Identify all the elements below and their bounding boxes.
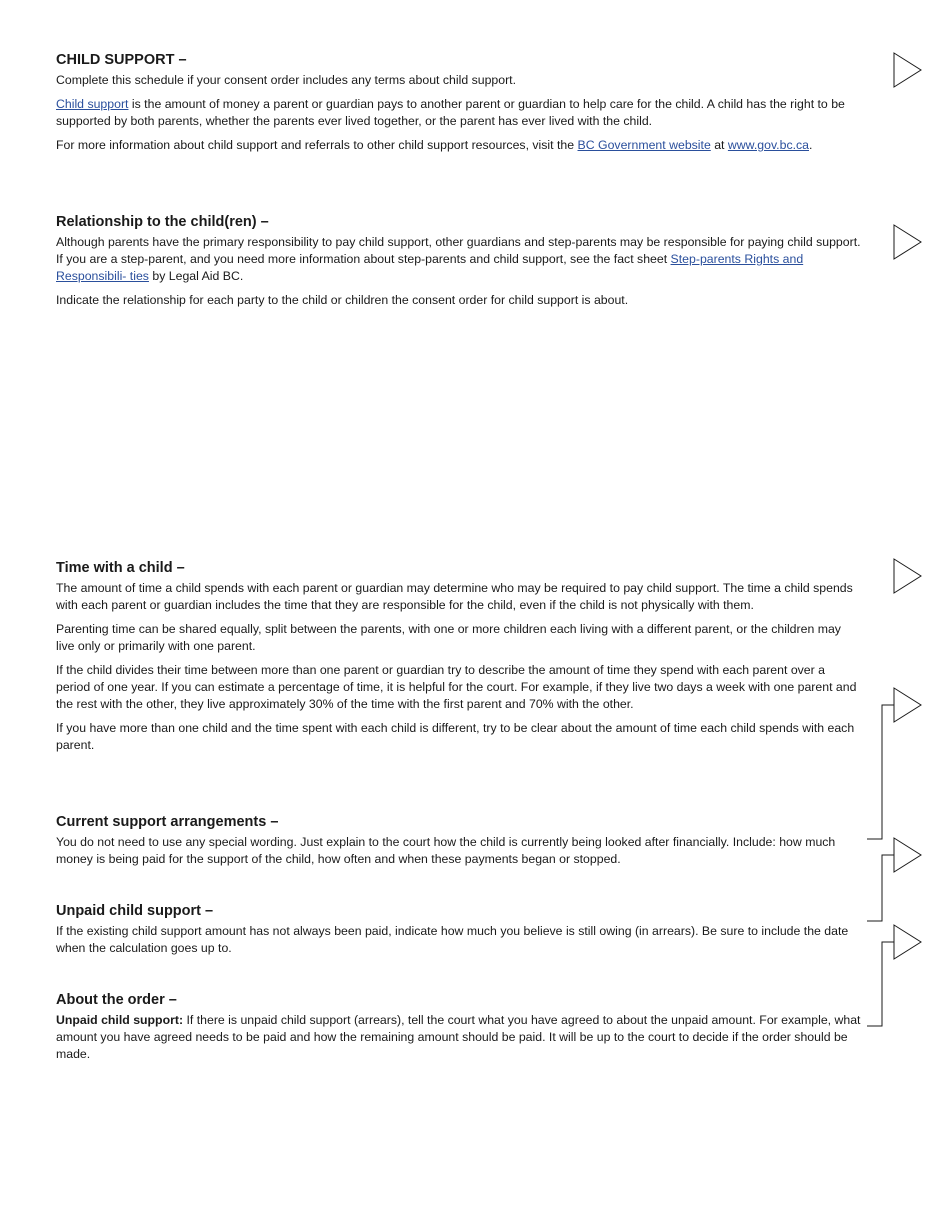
child-support-link[interactable]: Child support (56, 97, 129, 111)
bc-government-website-link[interactable]: BC Government website (577, 138, 711, 152)
time-paragraph-1: The amount of time a child spends with each parent or guardian may determine who may be required to pay child support. The time a child spends with each parent or guardian includes the time that they are responsible for the child, even if the child is not physically with them. (56, 581, 853, 612)
bracket-connector (866, 941, 896, 1031)
current-support-paragraph: You do not need to use any special wording. Just explain to the court how the child is currently being looked after financially. Include: how much money is being paid for the support of the child, how often and when these payments began or stopped. (56, 835, 836, 866)
child-support-definition (56, 96, 862, 130)
about-order-paragraph (56, 1012, 862, 1063)
relationship-section (56, 214, 862, 316)
triangle-flag-icon (893, 837, 923, 873)
triangle-flag-icon (893, 924, 923, 960)
child-support-section (56, 52, 862, 161)
time-paragraph-4: If you have more than one child and the time spent with each child is different, try to be clear about the amount of time each child spends with each parent. (56, 721, 855, 752)
relationship-paragraph-1-text: Although parents have the primary responsibility to pay child support, other guardians and step-parents may be responsible for paying child support. If you are a step-parent, and you need more information about step-parents and child support, see the fact sheet (56, 235, 861, 266)
child-support-heading: CHILD SUPPORT – (56, 52, 187, 68)
relationship-heading: Relationship to the child(ren) – (56, 214, 269, 230)
time-with-child-heading: Time with a child – (56, 560, 185, 576)
time-with-child-section (56, 560, 862, 761)
unpaid-support-heading: Unpaid child support – (56, 903, 214, 919)
relationship-paragraph-1 (56, 234, 862, 285)
current-support-heading: Current support arrangements – (56, 814, 279, 830)
child-support-info-at: at (710, 138, 728, 152)
unpaid-support-paragraph: If the existing child support amount has not always been paid, indicate how much you believe is still owing (in arrears). Be sure to include the date when the calculation goes up to. (56, 924, 849, 955)
about-order-section (56, 992, 862, 1070)
about-order-text: If there is unpaid child support (arrears), tell the court what you have agreed to about the unpaid amount. For example, what amount you have agreed needs to be paid and how the remaining amount should be paid. It will be up to the court to decide if the order should be made. (56, 1013, 861, 1061)
child-support-info (56, 137, 862, 154)
bracket-connector (866, 854, 896, 926)
gov-bc-ca-link[interactable]: www.gov.bc.ca (727, 138, 809, 152)
child-support-definition-text: is the amount of money a parent or guardian pays to another parent or guardian to help care for the child. A child has the right to be supported by both parents, whether the parents ever lived together, or the parent has ever lived with the child. (56, 97, 845, 128)
step-parents-rights-link[interactable]: Step-parents Rights and Responsibili- ties (56, 252, 804, 283)
child-support-info-text: For more information about child support and referrals to other child support resources, visit the (56, 138, 578, 152)
current-support-section (56, 814, 862, 875)
child-support-intro: Complete this schedule if your consent order includes any terms about child support. (56, 73, 517, 87)
about-order-heading: About the order – (56, 992, 177, 1008)
unpaid-support-section (56, 903, 862, 964)
triangle-flag-icon (893, 52, 923, 88)
time-paragraph-2: Parenting time can be shared equally, split between the parents, with one or more children each living with a different parent, or the children may live only or primarily with one parent. (56, 622, 841, 653)
unpaid-child-support-label: Unpaid child support: (56, 1013, 184, 1027)
bracket-connector (866, 704, 896, 844)
relationship-paragraph-2: Indicate the relationship for each party to the child or children the consent order for child support is about. (56, 293, 629, 307)
triangle-flag-icon (893, 687, 923, 723)
triangle-flag-icon (893, 558, 923, 594)
triangle-flag-icon (893, 224, 923, 260)
time-paragraph-3: If the child divides their time between more than one parent or guardian try to describe the amount of time they spend with each parent over a period of one year. If you can estimate a percentage of time, it is helpful for the court. For example, if they live two days a week with one parent and the rest with the other, they live approximately 30% of the time with the first parent and 70% with the other. (56, 663, 857, 711)
relationship-paragraph-1-end: by Legal Aid BC. (148, 269, 244, 283)
child-support-info-end: . (809, 138, 813, 152)
